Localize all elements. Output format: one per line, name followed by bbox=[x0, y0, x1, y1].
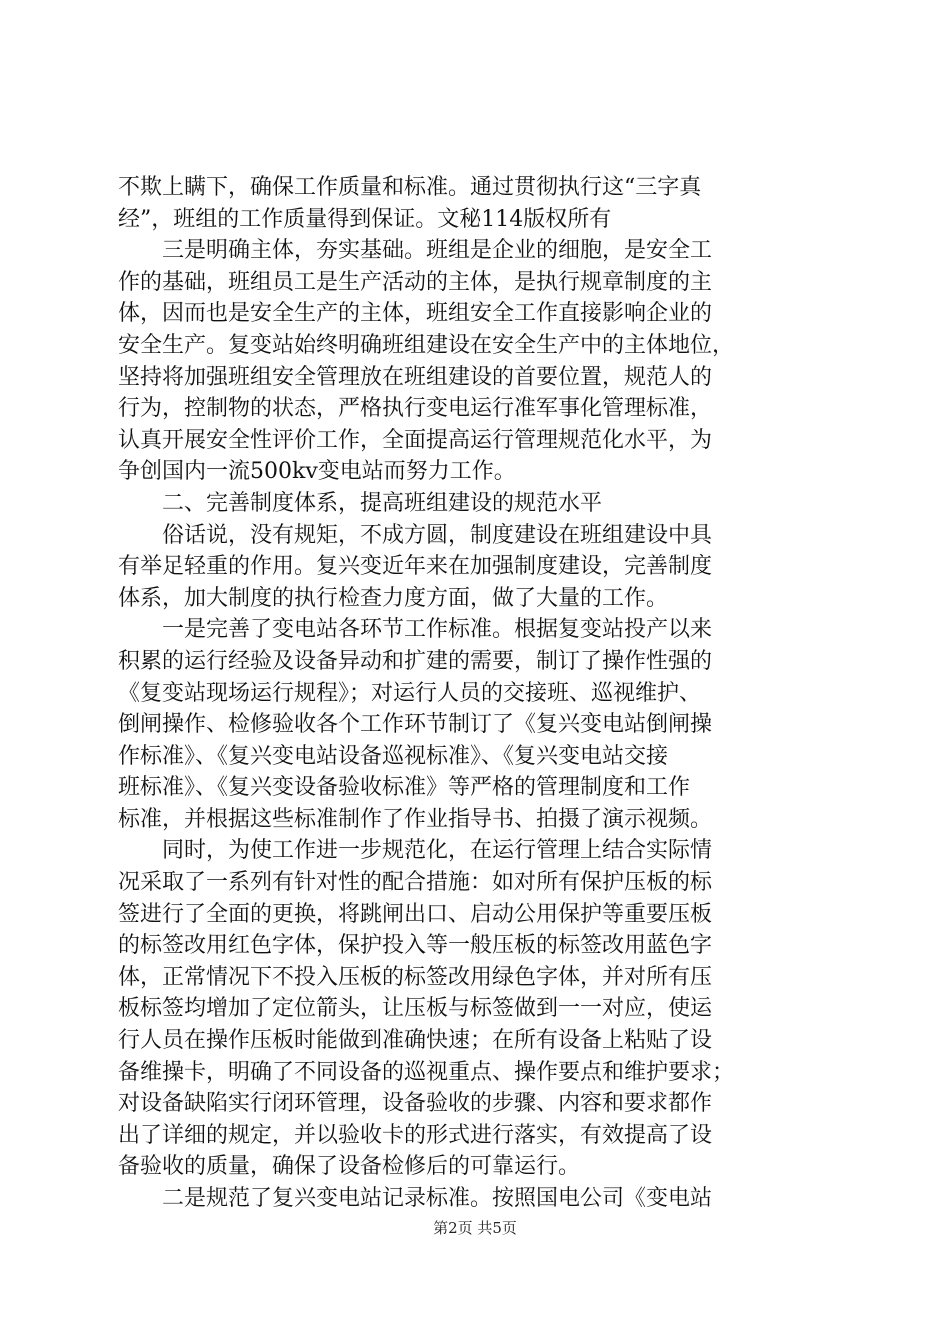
text-line: 二是规范了复兴变电站记录标准。按照国电公司《变电站 bbox=[118, 1186, 713, 1211]
page-number-footer: 第2页 共5页 bbox=[433, 1219, 517, 1237]
text-line: 作的基础，班组员工是生产活动的主体，是执行规章制度的主 bbox=[118, 269, 713, 295]
text-line: 体系，加大制度的执行检查力度方面，做了大量的工作。 bbox=[118, 585, 669, 611]
text-line: 况采取了一系列有针对性的配合措施：如对所有保护压板的标 bbox=[118, 870, 713, 896]
text-line: 同时，为使工作进一步规范化，在运行管理上结合实际情 bbox=[118, 838, 713, 864]
text-line: 俗话说，没有规矩，不成方圆，制度建设在班组建设中具 bbox=[118, 522, 713, 548]
text-line: 争创国内一流500kv变电站而努力工作。 bbox=[118, 459, 516, 485]
text-line: 班标准》、《复兴变设备验收标准》等严格的管理制度和工作 bbox=[118, 775, 691, 801]
text-line: 体，因而也是安全生产的主体，班组安全工作直接影响企业的 bbox=[118, 301, 713, 327]
text-line: 出了详细的规定，并以验收卡的形式进行落实，有效提高了设 bbox=[118, 1122, 713, 1148]
text-line: 二、完善制度体系，提高班组建设的规范水平 bbox=[118, 490, 603, 516]
text-line: 三是明确主体，夯实基础。班组是企业的细胞，是安全工 bbox=[118, 238, 713, 264]
text-line: 有举足轻重的作用。复兴变近年来在加强制度建设，完善制度 bbox=[118, 554, 713, 580]
text-line: 作标准》、《复兴变电站设备巡视标准》、《复兴变电站交接 bbox=[118, 743, 669, 769]
text-line: 板标签均增加了定位箭头，让压板与标签做到一一对应，使运 bbox=[118, 996, 713, 1022]
text-line: 行为，控制物的状态，严格执行变电运行准军事化管理标准， bbox=[118, 396, 713, 422]
text-line: 对设备缺陷实行闭环管理，设备验收的步骤、内容和要求都作 bbox=[118, 1091, 713, 1117]
text-line: 积累的运行经验及设备异动和扩建的需要，制订了操作性强的 bbox=[118, 648, 713, 674]
text-line: 一是完善了变电站各环节工作标准。根据复变站投产以来 bbox=[118, 617, 713, 643]
document-body bbox=[118, 172, 834, 1215]
text-line: 标准，并根据这些标准制作了作业指导书、拍摄了演示视频。 bbox=[118, 806, 713, 832]
text-line: 备维操卡，明确了不同设备的巡视重点、操作要点和维护要求； bbox=[118, 1059, 735, 1085]
text-line: 签进行了全面的更换，将跳闸出口、启动公用保护等重要压板 bbox=[118, 901, 713, 927]
text-line: 认真开展安全性评价工作，全面提高运行管理规范化水平，为 bbox=[118, 427, 713, 453]
text-line: 倒闸操作、检修验收各个工作环节制订了《复兴变电站倒闸操 bbox=[118, 712, 713, 738]
text-line: 安全生产。复变站始终明确班组建设在安全生产中的主体地位， bbox=[118, 332, 735, 358]
text-line: 的标签改用红色字体，保护投入等一般压板的标签改用蓝色字 bbox=[118, 933, 713, 959]
text-line: 坚持将加强班组安全管理放在班组建设的首要位置，规范人的 bbox=[118, 364, 713, 390]
text-line: 行人员在操作压板时能做到准确快速；在所有设备上粘贴了设 bbox=[118, 1028, 713, 1054]
text-line: 《复变站现场运行规程》；对运行人员的交接班、巡视维护、 bbox=[118, 680, 702, 706]
text-line: 经”，班组的工作质量得到保证。文秘114版权所有 bbox=[118, 206, 612, 232]
text-line: 备验收的质量，确保了设备检修后的可靠运行。 bbox=[118, 1154, 581, 1180]
text-line: 不欺上瞒下，确保工作质量和标准。通过贯彻执行这“三字真 bbox=[118, 175, 702, 200]
text-line: 体，正常情况下不投入压板的标签改用绿色字体，并对所有压 bbox=[118, 964, 713, 990]
